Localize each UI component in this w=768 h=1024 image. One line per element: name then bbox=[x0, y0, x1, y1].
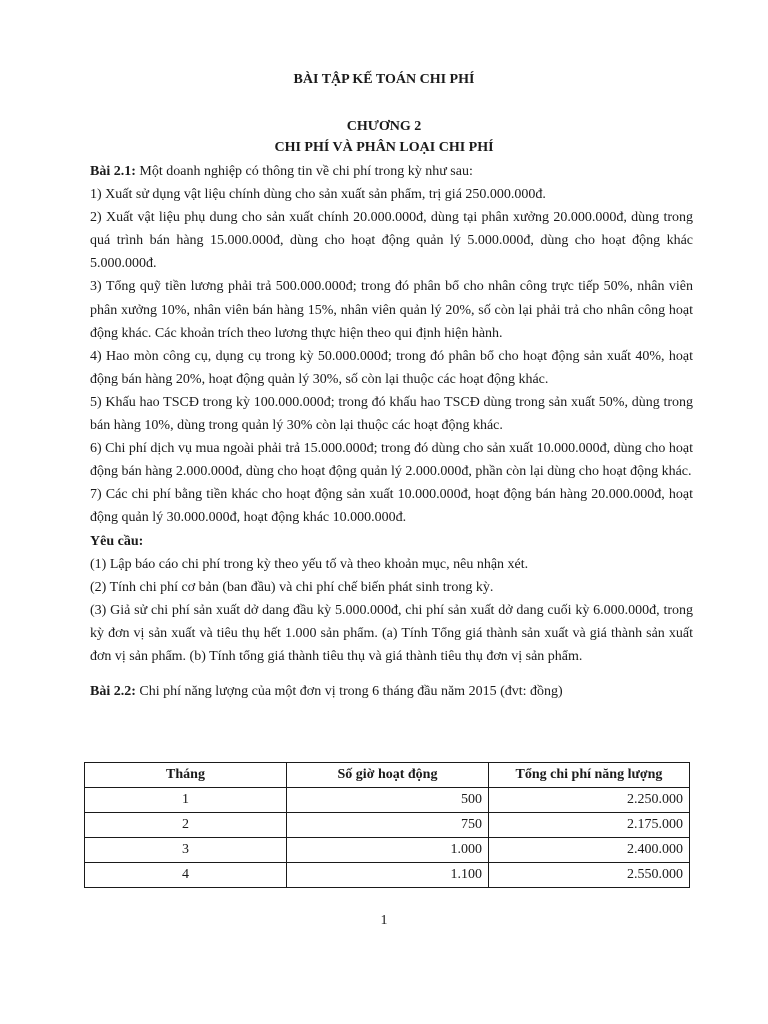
table-row bbox=[85, 788, 690, 813]
exercise-intro-text: Chi phí năng lượng của một đơn vị trong 6 tháng đầu năm 2015 (đvt: đồng) bbox=[135, 684, 563, 700]
exercise-item: 5) Khấu hao TSCĐ trong kỳ 100.000.000đ; trong đó khấu hao TSCĐ dùng trong sản xuất 50%, dùng trong bán hàng 10%, dùng trong quản lý 30% còn lại thuộc các hoạt động khác. bbox=[90, 394, 693, 434]
exercise-label: Bài 2.2: bbox=[90, 684, 136, 700]
table-cell: 4 bbox=[85, 863, 287, 888]
exercise-item: 1) Xuất sử dụng vật liệu chính dùng cho sản xuất sản phẩm, trị giá 250.000.000đ. bbox=[90, 187, 546, 203]
exercise-item: 2) Xuất vật liệu phụ dung cho sản xuất chính 20.000.000đ, dùng tại phân xưởng 20.000.000đ, dùng trong quá trình bán hàng 15.000.000đ, dùng cho hoạt động quản lý 5.000.000đ, dùng cho hoạt động khác 5.000.000đ. bbox=[90, 210, 693, 272]
exercise-item: 4) Hao mòn công cụ, dụng cụ trong kỳ 50.000.000đ; trong đó phân bổ cho hoạt động sản xuất 40%, hoạt động bán hàng 20%, hoạt động quản lý 30%, số còn lại thuộc các hoạt động khác. bbox=[90, 348, 693, 387]
table-cell: 1 bbox=[85, 788, 287, 813]
requirement-item: (1) Lập báo cáo chi phí trong kỳ theo yếu tố và theo khoản mục, nêu nhận xét. bbox=[90, 556, 529, 572]
requirement-item: (2) Tính chi phí cơ bản (ban đầu) và chi phí chế biến phát sinh trong kỳ. bbox=[90, 579, 494, 595]
exercise-item: 3) Tổng quỹ tiền lương phải trả 500.000.000đ; trong đó phân bổ cho nhân công trực tiếp 50%, nhân viên phân xưởng 10%, nhân viên bán hàng 15%, nhân viên quản lý 20%, số còn lại phải trả cho nhân công hoạt động khác. Các khoản trích theo lương thực hiện theo qui định hiện hành. bbox=[90, 279, 693, 341]
table-row bbox=[85, 863, 690, 888]
exercise-2-2-intro bbox=[90, 680, 693, 703]
requirements-label: Yêu cầu: bbox=[90, 533, 144, 549]
table-row bbox=[85, 813, 690, 838]
table-cell: 2.400.000 bbox=[489, 838, 690, 863]
exercise-label: Bài 2.1: bbox=[90, 164, 136, 179]
page-number: 1 bbox=[380, 913, 388, 928]
table-cell: 1.100 bbox=[287, 863, 489, 888]
table-cell: 750 bbox=[287, 813, 489, 838]
table-cell: 500 bbox=[287, 788, 489, 813]
table-cell: 2.550.000 bbox=[489, 863, 690, 888]
column-header: Tháng bbox=[85, 763, 287, 788]
column-header: Tổng chi phí năng lượng bbox=[489, 763, 690, 788]
energy-cost-table bbox=[84, 762, 690, 888]
chapter-title: CHI PHÍ VÀ PHÂN LOẠI CHI PHÍ bbox=[274, 140, 494, 155]
exercise-2-1 bbox=[90, 160, 693, 703]
table-cell: 2 bbox=[85, 813, 287, 838]
exercise-intro bbox=[90, 160, 693, 183]
table-cell: 2.175.000 bbox=[489, 813, 690, 838]
exercise-item: 7) Các chi phí bằng tiền khác cho hoạt động sản xuất 10.000.000đ, hoạt động bán hàng 20.000.000đ, hoạt động quản lý 30.000.000đ, hoạt động khác 10.000.000đ. bbox=[90, 487, 693, 526]
exercise-intro-text: Một doanh nghiệp có thông tin về chi phí trong kỳ như sau: bbox=[135, 164, 473, 179]
doc-title: BÀI TẬP KẾ TOÁN CHI PHÍ bbox=[293, 72, 475, 87]
column-header: Số giờ hoạt động bbox=[287, 763, 489, 788]
requirement-item: (3) Giả sử chi phí sản xuất dở dang đầu kỳ 5.000.000đ, chi phí sản xuất dở dang cuối kỳ 6.000.000đ, trong kỳ đơn vị sản xuất và tiêu thụ hết 1.000 sản phẩm. (a) Tính Tổng giá thành sản xuất và giá thành sản xuất đơn vị sản phẩm. (b) Tính tổng giá thành tiêu thụ và giá thành tiêu thụ đơn vị sản phẩm. bbox=[90, 602, 693, 664]
table-row bbox=[85, 838, 690, 863]
table-cell: 1.000 bbox=[287, 838, 489, 863]
table-header-row bbox=[85, 763, 690, 788]
table-cell: 2.250.000 bbox=[489, 788, 690, 813]
exercise-item: 6) Chi phí dịch vụ mua ngoài phải trả 15.000.000đ; trong đó dùng cho sản xuất 10.000.000đ, dùng cho hoạt động bán hàng 2.000.000đ, dùng cho hoạt động quản lý 2.000.000đ, phần còn lại dùng cho hoạt động khác. bbox=[90, 441, 693, 480]
table-cell: 3 bbox=[85, 838, 287, 863]
chapter-number: CHƯƠNG 2 bbox=[346, 119, 422, 134]
